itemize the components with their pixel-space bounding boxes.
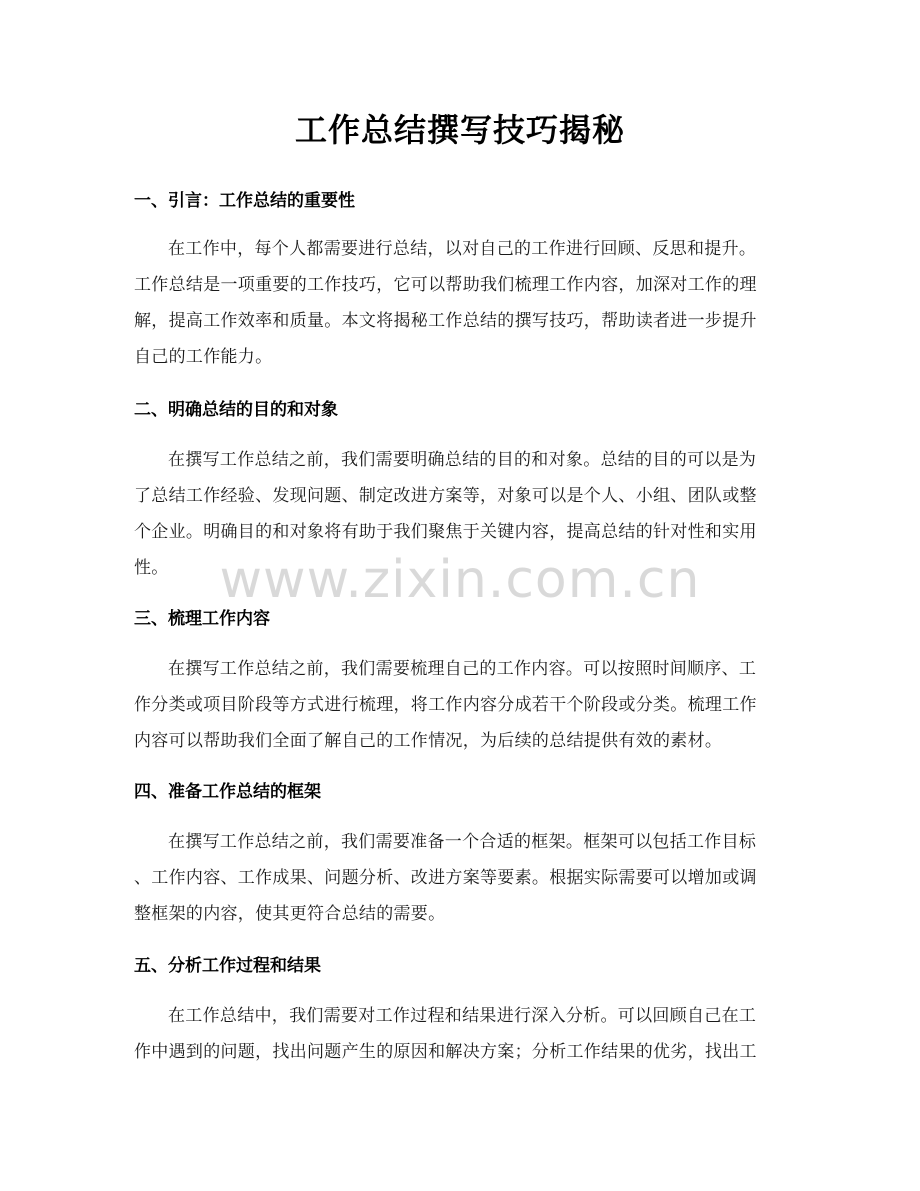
watermark: www.zixin.com.cn (219, 550, 701, 610)
paragraph-line: 性。 (134, 558, 169, 578)
section-paragraph-intro (134, 231, 786, 375)
section-heading-analysis: 五、分析工作过程和结果 (134, 956, 321, 976)
paragraph-line: 内容可以帮助我们全面了解自己的工作情况，为后续的总结提供有效的素材。 (134, 731, 723, 751)
paragraph-line: 在撰写工作总结之前，我们需要准备一个合适的框架。框架可以包括工作目标 (168, 832, 757, 852)
paragraph-line: 作中遇到的问题，找出问题产生的原因和解决方案；分析工作结果的优劣，找出工 (134, 1042, 757, 1062)
section-heading-framework: 四、准备工作总结的框架 (134, 782, 321, 802)
paragraph-line: 在工作中，每个人都需要进行总结，以对自己的工作进行回顾、反思和提升。 (168, 239, 757, 259)
paragraph-line: 在撰写工作总结之前，我们需要明确总结的目的和对象。总结的目的可以是为 (168, 450, 757, 470)
paragraph-line: 了总结工作经验、发现问题、制定改进方案等，对象可以是个人、小组、团队或整 (134, 486, 757, 506)
paragraph-line: 自己的工作能力。 (134, 347, 273, 367)
paragraph-line: 在工作总结中，我们需要对工作过程和结果进行深入分析。可以回顾自己在工 (168, 1006, 757, 1026)
paragraph-line: 解，提高工作效率和质量。本文将揭秘工作总结的撰写技巧，帮助读者进一步提升 (134, 311, 757, 331)
paragraph-line: 在撰写工作总结之前，我们需要梳理自己的工作内容。可以按照时间顺序、工 (168, 659, 757, 679)
paragraph-line: 工作总结是一项重要的工作技巧，它可以帮助我们梳理工作内容，加深对工作的理 (134, 275, 757, 295)
document-title: 工作总结撰写技巧揭秘 (294, 111, 625, 149)
section-paragraph-content (134, 651, 786, 759)
paragraph-line: 、工作内容、工作成果、问题分析、改进方案等要素。根据实际需要可以增加或调 (134, 868, 757, 888)
paragraph-line: 作分类或项目阶段等方式进行梳理，将工作内容分成若干个阶段或分类。梳理工作 (134, 695, 757, 715)
paragraph-line: 个企业。明确目的和对象将有助于我们聚焦于关键内容，提高总结的针对性和实用 (134, 522, 757, 542)
section-heading-intro: 一、引言：工作总结的重要性 (134, 191, 355, 211)
section-heading-purpose: 二、明确总结的目的和对象 (134, 400, 338, 420)
section-paragraph-framework (134, 824, 786, 932)
section-paragraph-purpose (134, 442, 786, 586)
paragraph-line: 整框架的内容，使其更符合总结的需要。 (134, 904, 446, 924)
section-paragraph-analysis (134, 998, 786, 1070)
section-heading-content: 三、梳理工作内容 (134, 609, 270, 629)
